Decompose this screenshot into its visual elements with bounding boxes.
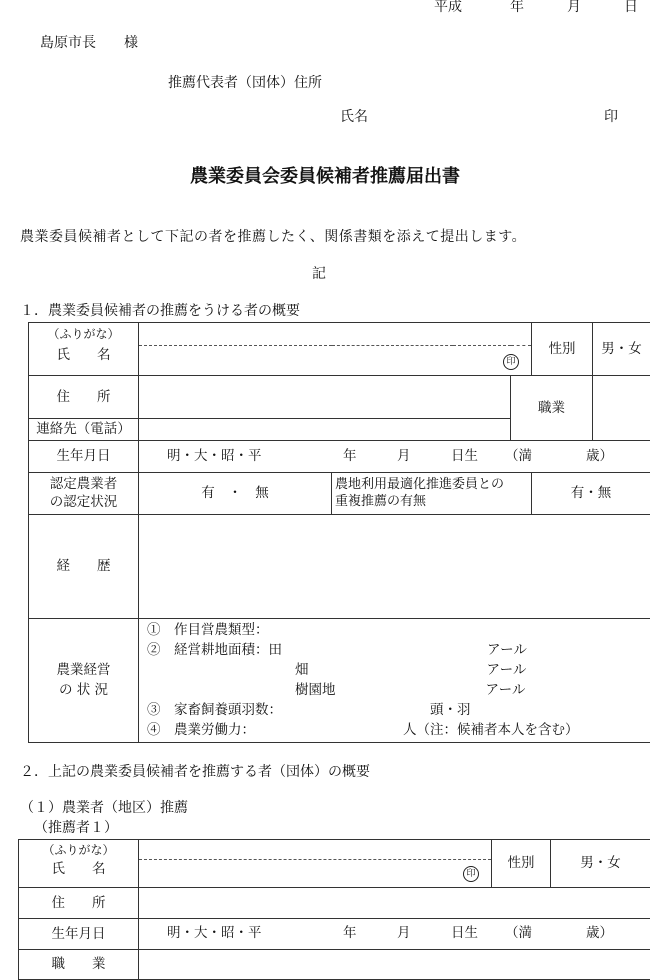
rec-name-label: 氏 名 [52,861,106,877]
address-field[interactable] [139,376,511,419]
address-label: 住 所 [29,376,139,419]
mgmt-paddy-unit: アール [487,641,527,659]
recommender-table [18,839,650,980]
rec-birth-age: （満 歳） [505,927,613,941]
date-month: 月 [567,0,581,14]
furigana-label: （ふりがな） [47,327,119,341]
rec-name-label-cell [19,860,139,888]
gender-choice[interactable]: 男・女 [593,323,650,376]
dual-label-line2: 重複推薦の有無 [335,494,531,511]
occupation-field[interactable] [593,376,650,441]
mgmt-line-paddy [147,641,650,661]
certified-label [29,473,139,515]
recommender-seal: 印 [604,110,618,124]
dual-label [332,473,532,515]
career-label: 経 歴 [29,515,139,619]
birth-field[interactable] [139,441,650,473]
rec-occupation-field[interactable] [139,950,650,980]
mgmt-line-orchard [147,681,650,701]
birth-label: 生年月日 [29,441,139,473]
rec-gender-choice[interactable]: 男・女 [551,840,650,888]
mgmt-line-livestock [147,701,650,721]
rec-birth-eras: 明・大・昭・平 [167,927,262,941]
management-field[interactable] [139,619,650,743]
rec-birth-label: 生年月日 [19,919,139,950]
section1-heading: １．農業委員候補者の推薦をうける者の概要 [20,304,300,318]
furigana-label-cell [29,323,139,346]
rec-seal-icon: 印 [463,866,479,882]
date-era: 平成 [434,0,462,14]
mgmt-livestock-label: ③ 家畜飼養頭羽数： [147,701,282,719]
recommender-name-label: 氏名 [340,110,368,124]
mgmt-line-field [147,661,650,681]
rec-address-label: 住 所 [19,888,139,919]
dual-choice[interactable]: 有・無 [532,473,650,515]
rec-birth-field[interactable] [139,919,650,950]
mgmt-orchard-unit: アール [486,681,526,699]
career-field[interactable] [139,515,650,619]
mgmt-orchard-label: 樹園地 [295,681,336,699]
gender-label: 性別 [532,323,593,376]
rec-gender-label: 性別 [492,840,551,888]
rec-birth-year: 年 [343,927,357,941]
rec-address-field[interactable] [139,888,650,919]
intro-text: 農業委員候補者として下記の者を推薦したく、関係書類を添えて提出します。 [20,230,526,244]
mgmt-line-crop-type [147,621,650,641]
document-title: 農業委員会委員候補者推薦届出書 [0,168,650,186]
date-year: 年 [510,0,524,14]
mgmt-crop-type-label: ① 作目営農類型： [147,621,269,639]
certified-choice[interactable]: 有 ・ 無 [139,473,332,515]
mgmt-field-unit: アール [487,661,527,679]
mgmt-line-labor [147,721,650,741]
name-field[interactable] [139,346,532,376]
seal-icon: 印 [503,354,519,370]
rec-birth-day: 日生 [451,927,478,941]
management-label-line2: の 状 況 [29,681,138,701]
rec-birth-month: 月 [397,927,411,941]
contact-field[interactable] [139,419,511,441]
birth-age: （満 歳） [505,450,613,464]
birth-eras: 明・大・昭・平 [167,450,262,464]
name-label-cell [29,346,139,376]
date-line [0,0,650,16]
management-label [29,619,139,743]
recommender-address-label: 推薦代表者（団体）住所 [168,76,322,90]
rec-furigana-label: （ふりがな） [42,843,114,857]
section2-heading: ２．上記の農業委員候補者を推薦する者（団体）の概要 [20,765,370,779]
mgmt-labor-label: ④ 農業労働力： [147,721,255,739]
certified-label-line2: の認定状況 [29,494,138,512]
occupation-label: 職業 [511,376,593,441]
mgmt-field-label: 畑 [295,661,309,679]
rec-furigana-label-cell [19,840,139,860]
candidate-table [28,322,650,743]
section2-subheading: （１）農業者（地区）推薦 [20,801,188,815]
furigana-field[interactable] [139,323,532,346]
birth-year: 年 [343,450,357,464]
addressee: 島原市長 様 [40,36,138,50]
certified-label-line1: 認定農業者 [29,476,138,494]
ki-mark: 記 [312,267,326,281]
rec-name-field[interactable] [139,860,492,888]
mgmt-paddy-label: ② 経営耕地面積：田 [147,641,327,659]
contact-label: 連絡先（電話） [29,419,139,441]
mgmt-labor-unit: 人（注：候補者本人を含む） [403,721,579,739]
birth-day: 日生 [451,450,478,464]
rec-furigana-field[interactable] [139,840,492,860]
dual-label-line1: 農地利用最適化推進委員との [335,477,531,494]
rec-occupation-label: 職 業 [19,950,139,980]
recommender-number: （推薦者１） [34,821,118,835]
name-label: 氏 名 [57,347,111,363]
mgmt-livestock-unit: 頭・羽 [430,701,471,719]
date-day: 日 [624,0,638,14]
birth-month: 月 [397,450,411,464]
management-label-line1: 農業経営 [29,661,138,681]
